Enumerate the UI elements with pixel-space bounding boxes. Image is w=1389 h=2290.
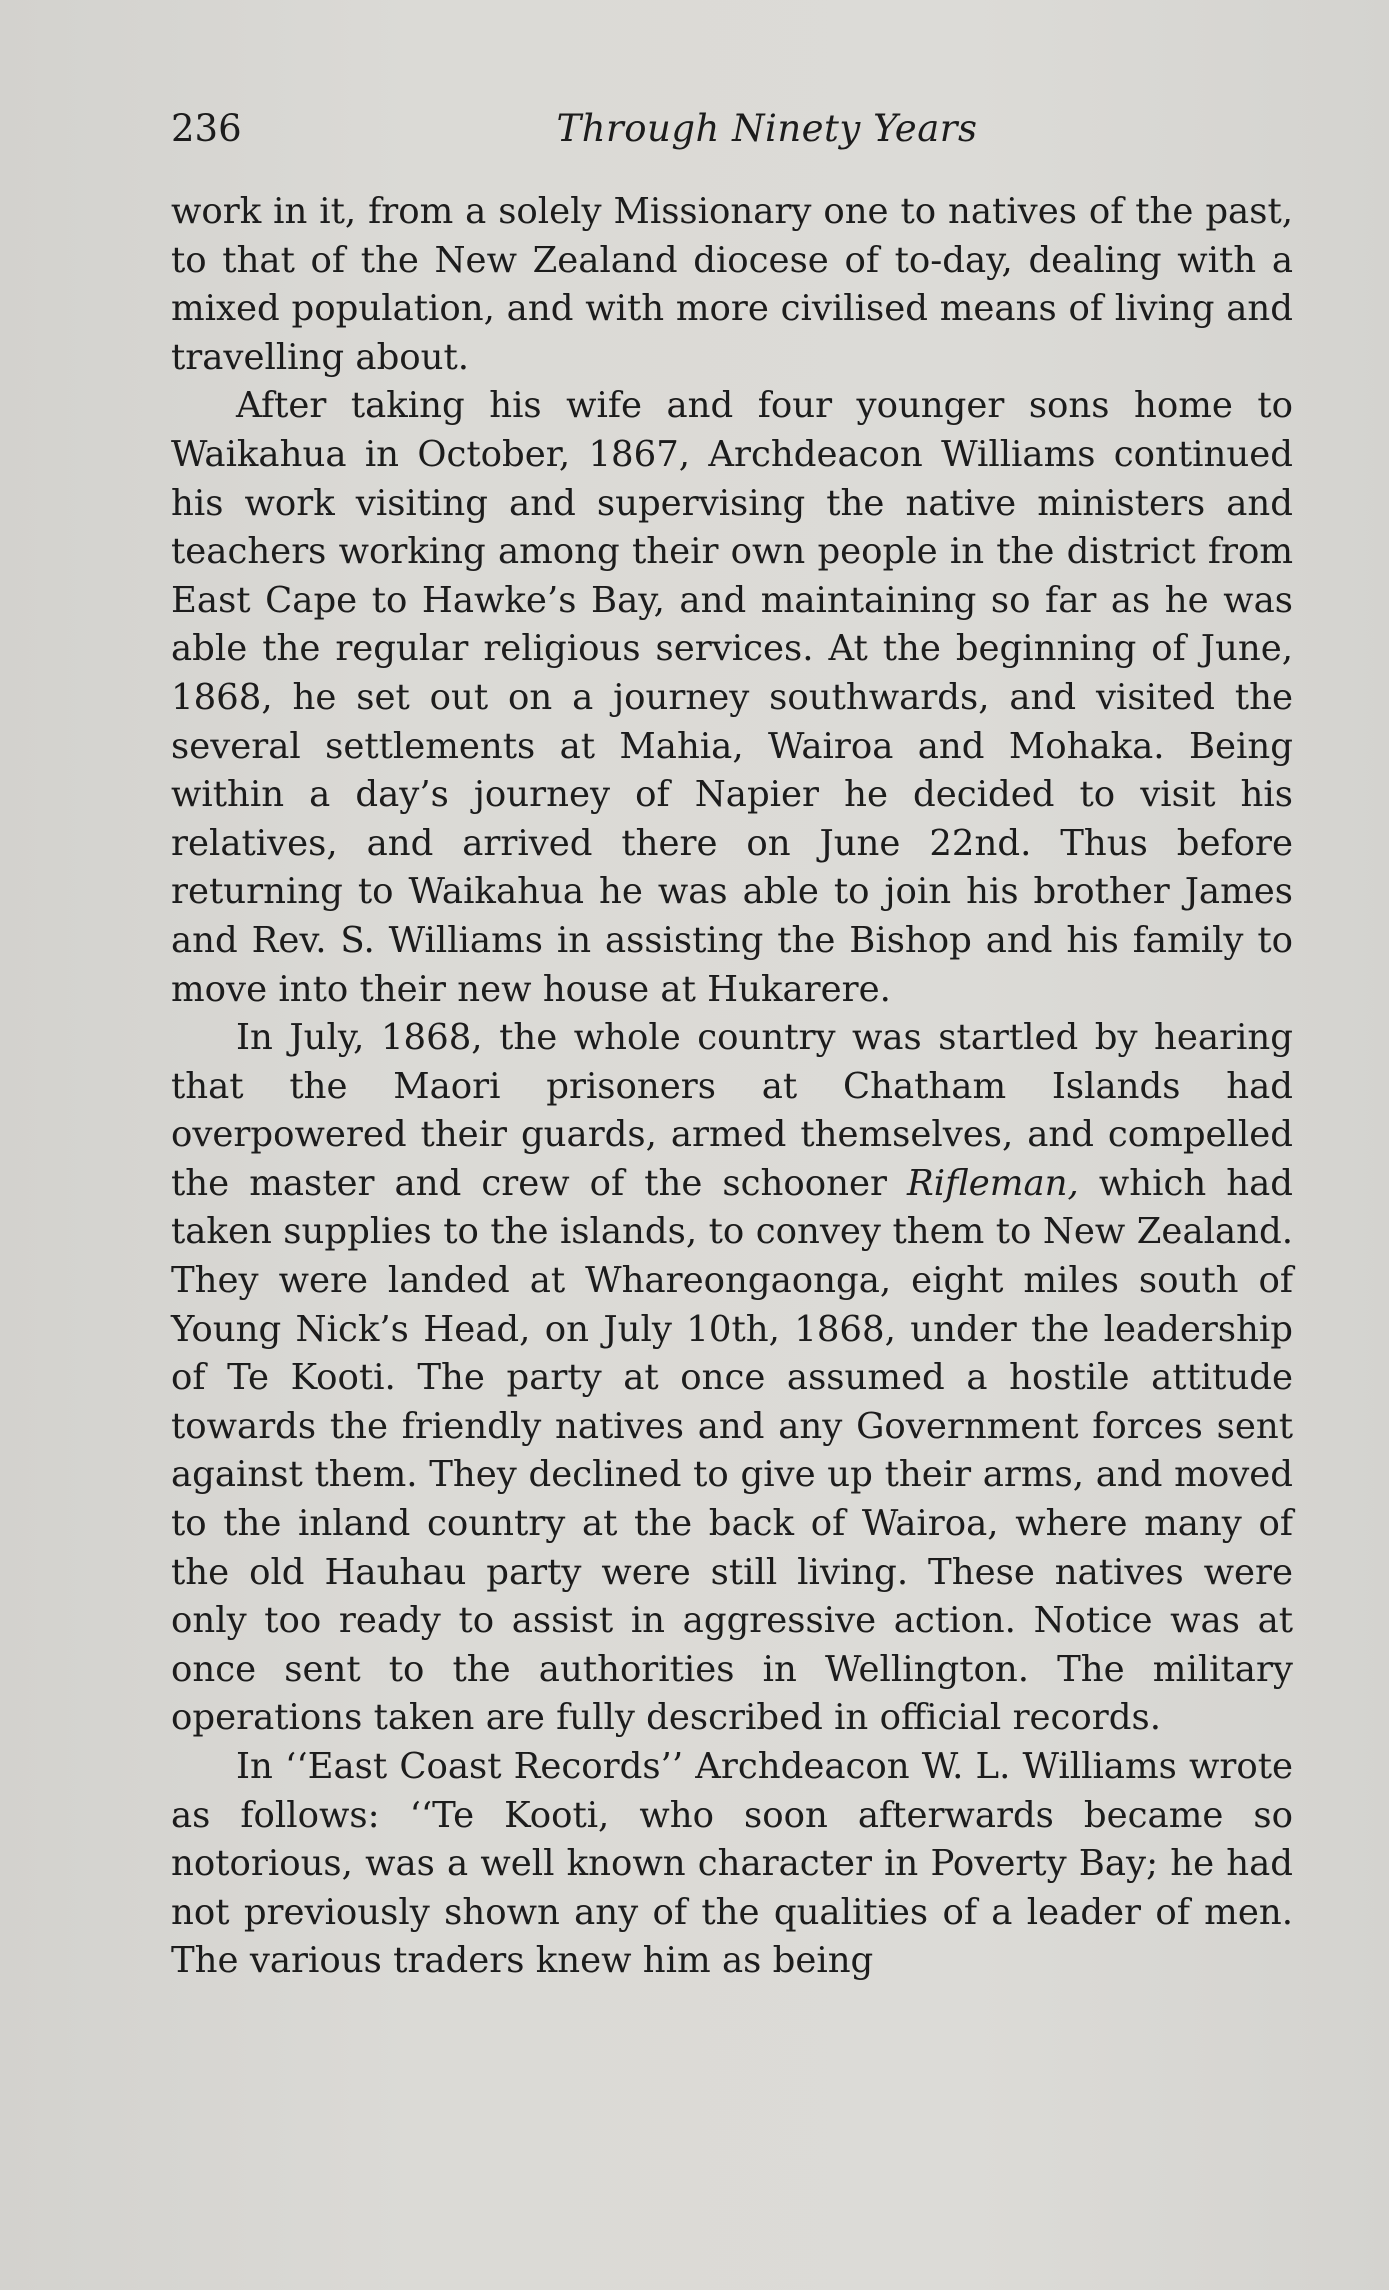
paragraph (171, 1014, 1293, 1743)
paragraph: After taking his wife and four younger sons home to Waikahua in October, 1867, Archdeacon Williams continued his work visiting and supervising the native ministers and teachers working among their own people in the district from East Cape to Hawke’s Bay, and maintaining so far as he was able the regular religious services. At the beginning of June, 1868, he set out on a journey southwards, and visited the several settlements at Mahia, Wairoa and Mohaka. Being within a day’s journey of Napier he decided to visit his relatives, and arrived there on June 22nd. Thus before returning to Waikahua he was able to join his brother James and Rev. S. Williams in assisting the Bishop and his family to move into their new house at Hukarere. (171, 385, 1293, 1010)
paragraph-text: which had taken supplies to the islands, to convey them to New Zealand. They were landed at Whareongaonga, eight miles south of Young Nick’s Head, on July 10th, 1868, under the leadership of Te Kooti. The party at once assumed a hostile attitude towards the friendly natives and any Government forces sent against them. They declined to give up their arms, and moved to the inland country at the back of Wairoa, where many of the old Hauhau party were still living. These natives were only too ready to assist in aggressive action. Notice was at once sent to the authorities in Wellington. The military operations taken are fully described in official records. (171, 1162, 1293, 1739)
page-number: 236 (171, 107, 242, 150)
body-text (171, 188, 1293, 1986)
ship-name: Rifleman, (907, 1162, 1079, 1204)
page-header (171, 104, 1293, 154)
paragraph: work in it, from a solely Missionary one to natives of the past, to that of the New Zealand diocese of to-day, dealing with a mixed population, and with more civilised means of living and travelling about. (171, 191, 1293, 378)
running-title: Through Ninety Years (556, 107, 978, 150)
paragraph-text: In July, 1868, the whole country was startled by hearing that the Maori prisoners at Chatham Islands had overpowered their guards, armed themselves, and compelled the master and crew of the schooner (171, 1017, 1293, 1204)
paragraph: In ‘‘East Coast Records’’ Archdeacon W. L. Williams wrote as follows: ‘‘Te Kooti, who soon afterwards became so notorious, was a well known character in Poverty Bay; he had not previously shown any of the qualities of a leader of men. The various traders knew him as being (171, 1746, 1293, 1982)
